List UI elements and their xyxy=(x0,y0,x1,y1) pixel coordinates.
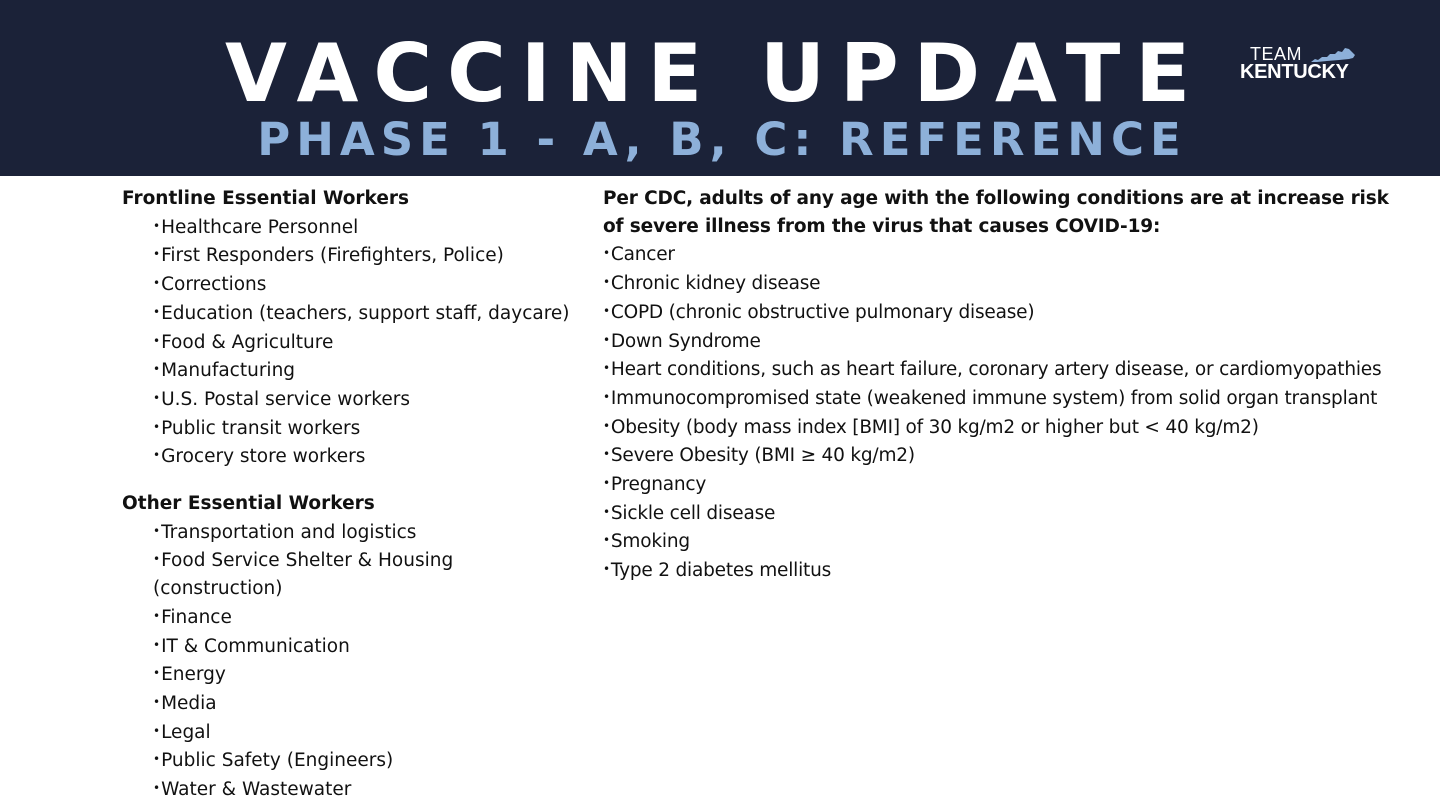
list-item: •Down Syndrome xyxy=(603,330,761,352)
header-banner xyxy=(0,0,1440,176)
conditions-column xyxy=(603,185,1389,585)
list-item: •Severe Obesity (BMI ≥ 40 kg/m2) xyxy=(603,445,915,467)
team-kentucky-logo xyxy=(1236,44,1362,84)
bullet-icon: • xyxy=(603,476,610,491)
list-item: •Chronic kidney disease xyxy=(603,273,821,295)
list-item: •Cancer xyxy=(603,244,675,266)
list-item: •Healthcare Personnel xyxy=(153,216,359,238)
list-item: •Heart conditions, such as heart failure, coronary artery disease, or cardiomyopathies xyxy=(603,359,1382,381)
list-item: •Legal xyxy=(153,721,211,743)
bullet-icon: • xyxy=(153,304,161,319)
bullet-icon: • xyxy=(153,666,161,681)
list-item: •Transportation and logistics xyxy=(153,521,417,543)
bullet-icon: • xyxy=(153,608,161,623)
bullet-icon: • xyxy=(603,361,610,376)
list-item: •Food Service Shelter & Housing xyxy=(153,550,454,572)
list-item: •Food & Agriculture xyxy=(153,331,334,353)
frontline-list xyxy=(122,213,572,471)
bullet-icon: • xyxy=(603,389,610,404)
bullet-icon: • xyxy=(603,246,610,261)
list-item: •Public Safety (Engineers) xyxy=(153,750,394,772)
list-item: •Public transit workers xyxy=(153,417,361,439)
bullet-icon: • xyxy=(153,333,161,348)
bullet-icon: • xyxy=(153,448,161,463)
list-item: •Energy xyxy=(153,664,226,686)
bullet-icon: • xyxy=(603,447,610,462)
bullet-icon: • xyxy=(153,523,161,538)
bullet-icon: • xyxy=(153,390,161,405)
list-item: •Immunocompromised state (weakened immune system) from solid organ transplant xyxy=(603,387,1378,409)
list-item: •U.S. Postal service workers xyxy=(153,388,410,410)
bullet-icon: • xyxy=(153,781,161,796)
other-workers-list xyxy=(122,518,572,804)
bullet-icon: • xyxy=(153,276,161,291)
bullet-icon: • xyxy=(603,418,610,433)
list-item: •Type 2 diabetes mellitus xyxy=(603,560,832,582)
list-item: •Pregnancy xyxy=(603,474,707,496)
bullet-icon: • xyxy=(603,275,610,290)
list-item: •Education (teachers, support staff, daycare) xyxy=(153,302,570,324)
bullet-icon: • xyxy=(153,552,161,567)
list-item: •Water & Wastewater xyxy=(153,779,352,801)
cdc-heading-line-1: Per CDC, adults of any age with the following conditions are at increase risk xyxy=(603,188,1389,209)
list-item: •First Responders (Firefighters, Police) xyxy=(153,245,504,267)
bullet-icon: • xyxy=(153,637,161,652)
bullet-icon: • xyxy=(603,332,610,347)
page-title: VACCINE UPDATE xyxy=(225,27,1205,120)
logo-team-text: TEAM xyxy=(1250,44,1303,64)
bullet-icon: • xyxy=(603,303,610,318)
list-item: •Sickle cell disease xyxy=(603,502,776,524)
list-item: •Finance xyxy=(153,606,232,628)
bullet-icon: • xyxy=(153,694,161,709)
conditions-list xyxy=(603,240,1382,584)
page-subtitle: PHASE 1 - A, B, C: REFERENCE xyxy=(257,113,1187,166)
list-item: •Smoking xyxy=(603,531,690,553)
list-item: •Manufacturing xyxy=(153,360,296,382)
bullet-icon: • xyxy=(153,218,161,233)
frontline-heading: Frontline Essential Workers xyxy=(122,188,410,209)
list-item: •Obesity (body mass index [BMI] of 30 kg/m2 or higher but < 40 kg/m2) xyxy=(603,416,1259,438)
bullet-icon: • xyxy=(603,562,610,577)
bullet-icon: • xyxy=(603,533,610,548)
cdc-heading-line-2: of severe illness from the virus that causes COVID-19: xyxy=(603,215,1161,237)
bullet-icon: • xyxy=(153,723,161,738)
bullet-icon: • xyxy=(153,419,161,434)
bullet-icon: • xyxy=(153,362,161,377)
bullet-icon: • xyxy=(603,504,610,519)
workers-column xyxy=(122,185,572,804)
bullet-icon: • xyxy=(153,247,161,262)
list-item: •Media xyxy=(153,692,217,714)
list-item-continuation: (construction) xyxy=(153,578,283,600)
list-item: •Corrections xyxy=(153,274,267,296)
other-workers-heading: Other Essential Workers xyxy=(122,493,375,515)
list-item: •IT & Communication xyxy=(153,635,350,657)
logo-kentucky-text: KENTUCKY xyxy=(1240,61,1349,83)
list-item: •COPD (chronic obstructive pulmonary disease) xyxy=(603,301,1035,323)
bullet-icon: • xyxy=(153,752,161,767)
list-item: •Grocery store workers xyxy=(153,446,366,468)
